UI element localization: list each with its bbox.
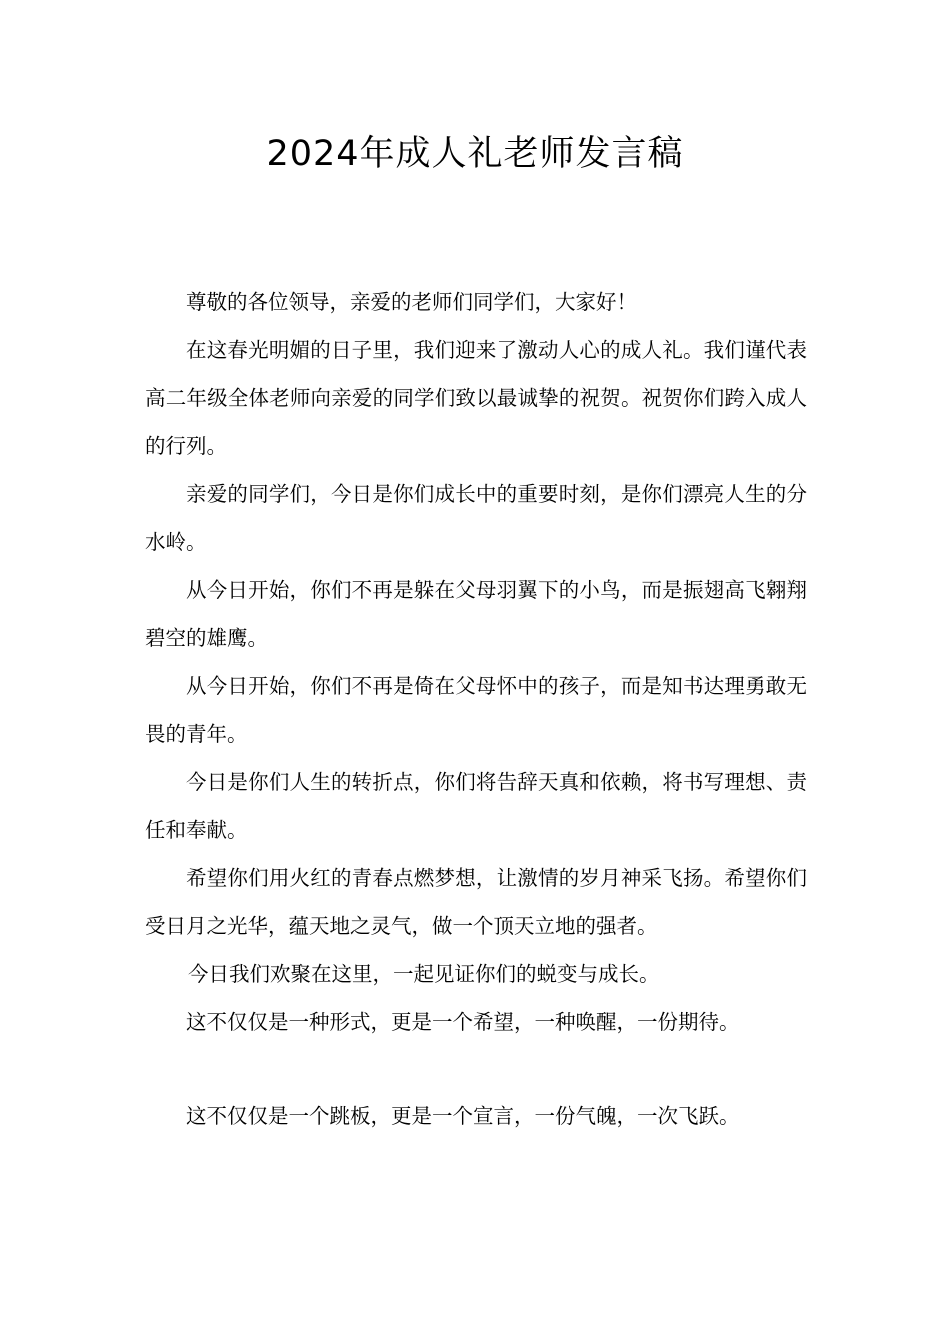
paragraph: 今日是你们人生的转折点，你们将告辞天真和依赖，将书写理想、责任和奉献。 <box>145 770 807 842</box>
document-body <box>145 278 807 1140</box>
paragraph: 从今日开始，你们不再是倚在父母怀中的孩子，而是知书达理勇敢无畏的青年。 <box>145 674 807 746</box>
paragraph: 今日我们欢聚在这里，一起见证你们的蜕变与成长。 <box>188 962 660 986</box>
paragraph: 从今日开始，你们不再是躲在父母羽翼下的小鸟，而是振翅高飞翱翔碧空的雄鹰。 <box>145 578 807 650</box>
paragraph: 希望你们用火红的青春点燃梦想，让激情的岁月神采飞扬。希望你们受日月之光华，蕴天地之灵气，做一个顶天立地的强者。 <box>145 866 807 938</box>
document-title: 2024年成人礼老师发言稿 <box>266 134 684 174</box>
paragraph: 亲爱的同学们，今日是你们成长中的重要时刻，是你们漂亮人生的分水岭。 <box>145 482 807 554</box>
paragraph: 这不仅仅是一个跳板，更是一个宣言，一份气魄，一次飞跃。 <box>186 1104 740 1128</box>
paragraph-greeting: 尊敬的各位领导，亲爱的老师们同学们，大家好！ <box>186 290 637 314</box>
paragraph: 在这春光明媚的日子里，我们迎来了激动人心的成人礼。我们谨代表高二年级全体老师向亲爱的同学们致以最诚挚的祝贺。祝贺你们跨入成人的行列。 <box>145 338 807 458</box>
paragraph: 这不仅仅是一种形式，更是一个希望，一种唤醒，一份期待。 <box>186 1010 740 1034</box>
